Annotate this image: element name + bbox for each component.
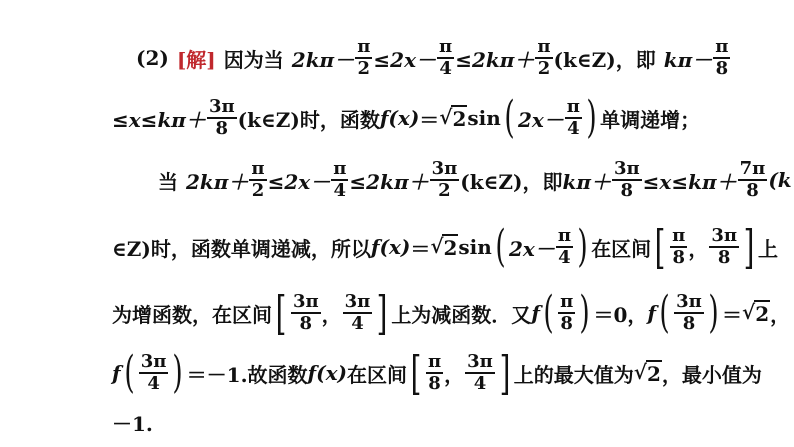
fraction-numerator: 3π: [208, 96, 235, 117]
left-bracket: [: [654, 220, 666, 274]
left-bracket: [: [410, 346, 422, 400]
fraction: [738, 160, 768, 200]
right-paren: ): [708, 287, 719, 338]
text: ≤2kπ＋: [455, 47, 535, 72]
square-root: √ 2: [633, 360, 661, 386]
function-name: f(x): [307, 361, 347, 385]
text: 2x－: [508, 236, 555, 261]
fraction-denominator: 4: [439, 58, 452, 79]
fraction-numerator: 7π: [739, 158, 766, 179]
fraction-numerator: 3π: [613, 158, 640, 179]
fraction-denominator: 8: [682, 313, 696, 334]
solution-tag: [解]: [176, 47, 216, 72]
text: ≤x≤kπ＋: [112, 107, 206, 132]
text: ＝－1.故函数: [186, 362, 308, 387]
fraction-numerator: 3π: [676, 291, 702, 312]
square-root: √ 2: [439, 105, 467, 131]
text: －1.: [112, 412, 153, 436]
text: sin: [458, 235, 492, 259]
solution-line-7: [112, 408, 153, 437]
left-paren: (: [504, 92, 515, 143]
left-paren: (: [124, 347, 135, 398]
fraction-denominator: 2: [537, 58, 551, 79]
text: ＝: [410, 236, 431, 261]
text: ≤2x－: [267, 169, 331, 194]
fraction: [535, 38, 552, 78]
right-paren: ): [579, 287, 591, 338]
fraction-numerator: π: [672, 225, 686, 246]
left-paren: (: [659, 287, 670, 338]
text: (k∈Z)，即: [553, 47, 656, 72]
text: 2kπ＋: [186, 169, 249, 194]
function-name: f: [112, 361, 121, 385]
text: ＝: [722, 302, 743, 327]
right-bracket: ]: [376, 286, 388, 340]
radicand: 2: [443, 236, 458, 260]
solution-line-2: [112, 92, 701, 143]
text: sin: [467, 106, 501, 130]
fraction: [713, 38, 730, 78]
text: ，: [770, 302, 791, 327]
text: 上的最大值为: [513, 362, 634, 387]
fraction-numerator: π: [560, 291, 574, 312]
fraction-denominator: 8: [746, 180, 759, 201]
fraction-denominator: 2: [357, 58, 371, 79]
fraction-denominator: 8: [715, 58, 729, 79]
fraction-denominator: 4: [147, 373, 160, 394]
text: kπ＋: [562, 169, 611, 194]
right-paren: ): [172, 347, 184, 398]
fraction-denominator: 8: [560, 313, 573, 334]
fraction: [465, 353, 495, 393]
fraction-denominator: 2: [251, 180, 265, 201]
fraction: [331, 160, 348, 200]
square-root: √ 2: [430, 234, 458, 260]
right-bracket: ]: [743, 220, 755, 274]
fraction-numerator: π: [537, 36, 551, 57]
fraction-numerator: π: [427, 351, 442, 372]
text: ∈Z)时，函数单调递减，所以: [112, 236, 371, 261]
fraction-numerator: π: [557, 225, 572, 246]
solution-line-5: [112, 286, 791, 340]
fraction-numerator: 3π: [344, 291, 371, 312]
fraction-denominator: 8: [428, 373, 441, 394]
fraction: [343, 293, 373, 333]
fraction-denominator: 4: [333, 180, 347, 201]
left-bracket: [: [275, 286, 287, 340]
radicand: 2: [452, 107, 467, 131]
fraction-denominator: 8: [672, 247, 685, 268]
text: 单调递增；: [600, 107, 701, 132]
fraction: [558, 293, 575, 333]
fraction: [249, 160, 266, 200]
fraction-numerator: π: [439, 36, 453, 57]
text: ≤x≤kπ＋: [642, 169, 737, 194]
radicand: 2: [646, 362, 661, 386]
fraction: [670, 227, 687, 267]
fraction-numerator: 3π: [292, 291, 319, 312]
text: 当: [158, 169, 178, 194]
text: 因为当: [223, 47, 284, 72]
fraction-denominator: 4: [567, 118, 580, 139]
text: 在区间: [347, 362, 407, 387]
fraction-denominator: 8: [215, 118, 229, 139]
square-root: √ 2: [742, 300, 770, 326]
text: 上为减函数．又: [391, 302, 532, 327]
fraction: [426, 353, 443, 393]
text: ，: [321, 302, 342, 327]
fraction: [612, 160, 642, 200]
radicand: 2: [755, 302, 770, 326]
text: 为增函数，在区间: [112, 302, 272, 327]
fraction: [565, 98, 582, 138]
fraction-denominator: 4: [351, 313, 364, 334]
function-name: f: [531, 301, 540, 325]
fraction-numerator: π: [251, 158, 265, 179]
text: ，: [444, 362, 465, 387]
fraction: [207, 98, 237, 138]
fraction-denominator: 8: [299, 313, 313, 334]
fraction: [291, 293, 321, 333]
text: ≤2x－: [373, 47, 436, 72]
solution-line-4: [112, 220, 778, 274]
solution-line-6: [112, 346, 762, 400]
fraction-denominator: 2: [438, 180, 451, 201]
fraction-numerator: 3π: [711, 225, 738, 246]
right-paren: ): [577, 221, 588, 272]
fraction: [355, 38, 372, 78]
text: ≤2kπ＋: [349, 169, 429, 194]
function-name: f(x): [379, 106, 420, 130]
text: ，最小值为: [661, 362, 762, 387]
right-paren: ): [586, 92, 597, 143]
fraction-denominator: 8: [620, 180, 634, 201]
fraction: [674, 293, 704, 333]
text: ＝: [419, 107, 440, 132]
text: 2kπ－: [291, 47, 355, 72]
text: (k: [768, 168, 792, 192]
text: 上: [757, 236, 778, 261]
right-bracket: ]: [499, 346, 511, 400]
text: (k∈Z)时，函数: [237, 107, 380, 132]
fraction: [139, 353, 169, 393]
function-name: f: [647, 301, 656, 325]
fraction: [430, 160, 460, 200]
text: 在区间: [591, 236, 652, 261]
text: (k∈Z)，即: [460, 169, 563, 194]
fraction-denominator: 8: [717, 247, 731, 268]
fraction-numerator: π: [715, 36, 729, 57]
fraction-numerator: π: [566, 96, 580, 117]
text: kπ－: [663, 47, 713, 72]
fraction: [437, 38, 454, 78]
fraction-numerator: π: [357, 36, 371, 57]
fraction-numerator: π: [333, 158, 347, 179]
fraction-numerator: 3π: [467, 351, 493, 372]
left-paren: (: [495, 221, 506, 272]
fraction: [709, 227, 739, 267]
solution-line-1: [136, 38, 731, 78]
solution-line-3: [158, 160, 792, 200]
fraction-denominator: 4: [473, 373, 487, 394]
fraction: [556, 227, 573, 267]
fraction-numerator: 3π: [140, 351, 167, 372]
fraction-denominator: 4: [558, 247, 571, 268]
text: 2x－: [517, 107, 564, 132]
text: ＝0，: [593, 302, 648, 327]
function-name: f(x): [370, 235, 411, 259]
left-paren: (: [543, 287, 554, 338]
text: ，: [688, 236, 709, 261]
fraction-numerator: 3π: [431, 158, 458, 179]
part-label: (2): [136, 46, 169, 70]
